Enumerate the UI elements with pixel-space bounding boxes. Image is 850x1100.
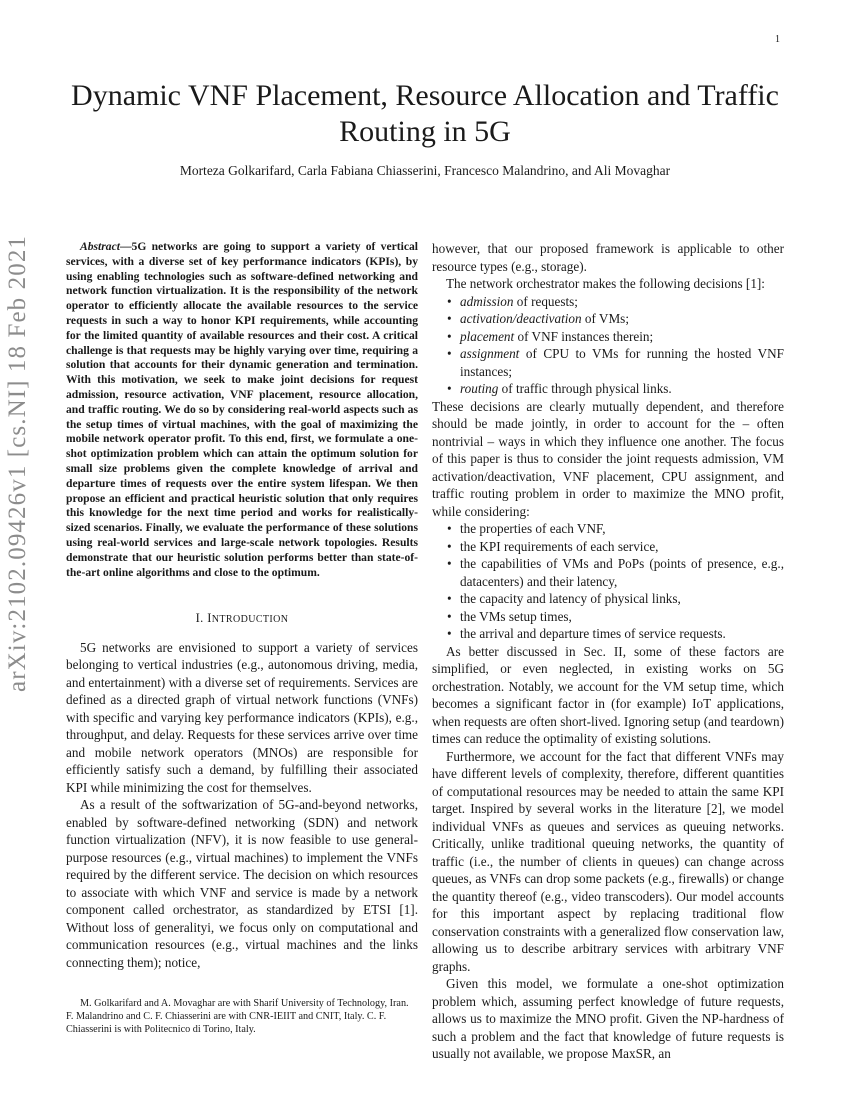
arxiv-stamp: arXiv:2102.09426v1 [cs.NI] 18 Feb 2021 [4,234,31,692]
left-column [66,240,418,971]
setup-time-paragraph: As better discussed in Sec. II, some of these factors are simplified, or even neglected, in existing works on 5G orchestration. Notably, we account for the VM setup time, which becomes a significant factor in (for example) IoT applications, when requests are often short-lived. Ignoring setup (and teardown) times can reduce the optimality of existing solutions. [432,643,784,746]
decisions-list [432,293,784,398]
section-name: NTRODUCTION [211,614,289,626]
list-item: • assignment of CPU to VMs for running the hosted VNF instances; [460,345,784,380]
vnf-complexity-paragraph: Furthermore, we account for the fact that different VNFs may have different levels of complexity, therefore, different quantities of computational resources may be needed to attain the same KPI target. Inspired by several works in the literature [2], we model individual VNFs as queues and services as queuing networks. Critically, unlike traditional queuing networks, the quantity of traffic (i.e., the number of clients in queues) can change across queues, as VNFs can drop some packets (e.g., firewalls) or change the quantity thereof (e.g., video transcoders). Our model accounts for this important aspect by replacing traditional flow conservation constraints with a generalized flow conservation law, allowing us to describe arbitrary services with arbitrary VNF graphs. [432,748,784,974]
list-item: • the capabilities of VMs and PoPs (points of presence, e.g., datacenters) and their latency, [460,555,784,590]
list-item: • activation/deactivation of VMs; [460,310,784,328]
paper-title: Dynamic VNF Placement, Resource Allocation and Traffic Routing in 5G [71,79,779,148]
decisions-intro: The network orchestrator makes the following decisions [1]: [446,276,765,291]
right-column [432,240,784,1063]
list-item: • the capacity and latency of physical links, [460,590,784,608]
considerations-list [432,520,784,643]
list-item: • the arrival and departure times of service requests. [460,625,784,643]
maxsr-paragraph: Given this model, we formulate a one-shot optimization problem which, assuming perfect knowledge of future requests, allows us to maximize the MNO profit. Given the NP-hardness of such a problem and the fact that knowledge of future requests is usually not available, we propose MaxSR, an [432,976,784,1061]
intro-paragraph-1: 5G networks are envisioned to support a variety of services belonging to vertical industries (e.g., autonomous driving, media, and entertainment) with a diverse set of requirements. Services are defined as a directed graph of virtual network functions (VNFs) with specific and varying key performance indicators (KPIs), e.g., throughput, and delay. Requests for these services arrive over time and mobile network operators (MNOs) are responsible for efficiently satisfy such a demand, by fulfilling their associated KPI while minimizing the cost for themselves. [66,639,418,795]
joint-decisions-paragraph: These decisions are clearly mutually dependent, and therefore should be made jointly, in order to account for the – often nontrivial – ways in which they influence one another. The focus of this paper is thus to consider the joint requests admission, VM activation/deactivation, VNF placement, CPU assignment, and traffic routing problem in order to maximize the MNO profit, while considering: [432,398,784,519]
paragraph-continuation: however, that our proposed framework is applicable to other resource types (e.g., storage). [432,241,784,274]
list-item: • routing of traffic through physical links. [460,380,784,398]
abstract-text: —5G networks are going to support a variety of vertical services, with a diverse set of key performance indicators (KPIs), by using enabling technologies such as software-defined networking and network function virtualization. It is the responsibility of the network operator to efficiently allocate the available resources to the service requests in such a way to honor KPI requirements, while accounting for the limited quantity of available resources and their cost. A critical challenge is that requests may be highly varying over time, requiring a solution that accounts for their dynamic generation and termination. With this motivation, we seek to make joint decisions for request admission, resource activation, VNF placement, resource allocation, and traffic routing. We do so by considering real-world aspects such as the setup times of virtual machines, with the goal of maximizing the mobile network operator profit. To this end, first, we formulate a one-shot optimization problem which can attain the optimum solution for small size problems given the complete knowledge of arrival and departure times of requests over the entire system lifespan. We then propose an efficient and practical heuristic solution that only requires this knowledge for the next time period and works for realistically-sized scenarios. Finally, we evaluate the performance of these solutions using real-world services and large-scale network topologies. Results demonstrate that our heuristic solution performs better than state-of-the-art online algorithms and close to the optimum. [66,240,418,579]
list-item: • the properties of each VNF, [460,520,784,538]
section-heading-introduction [66,610,418,629]
section-number: I. I [195,611,212,626]
abstract [66,240,418,580]
abstract-label: Abstract [80,240,120,253]
intro-paragraph-2: As a result of the softwarization of 5G-and-beyond networks, enabled by software-defined networking (SDN) and network function virtualization (NFV), it is now feasible to use general-purpose resources (e.g., virtual machines) to implement the VNFs required by the different service. The decision on which resources to associate with which VNF and service is made by a network component called orchestrator, as standardized by ETSI [1]. Without loss of generalityi, we focus only on computational and communication resources (e.g., virtual machines and the links connecting them); notice, [66,797,418,970]
list-item: • admission of requests; [460,293,784,311]
list-item: • the KPI requirements of each service, [460,538,784,556]
footnote-text: M. Golkarifard and A. Movaghar are with Sharif University of Technology, Iran. F. Malandrino and C. F. Chiasserini are with CNR-IEIIT and CNIT, Italy. C. F. Chiasserini is with Politecnico di Torino, Italy. [66,998,409,1035]
author-affiliation-footnote [66,997,418,1036]
list-item: • the VMs setup times, [460,608,784,626]
page-number: 1 [775,34,780,45]
author-list: Morteza Golkarifard, Carla Fabiana Chiasserini, Francesco Malandrino, and Ali Movaghar [179,163,671,178]
list-item: • placement of VNF instances therein; [460,328,784,346]
